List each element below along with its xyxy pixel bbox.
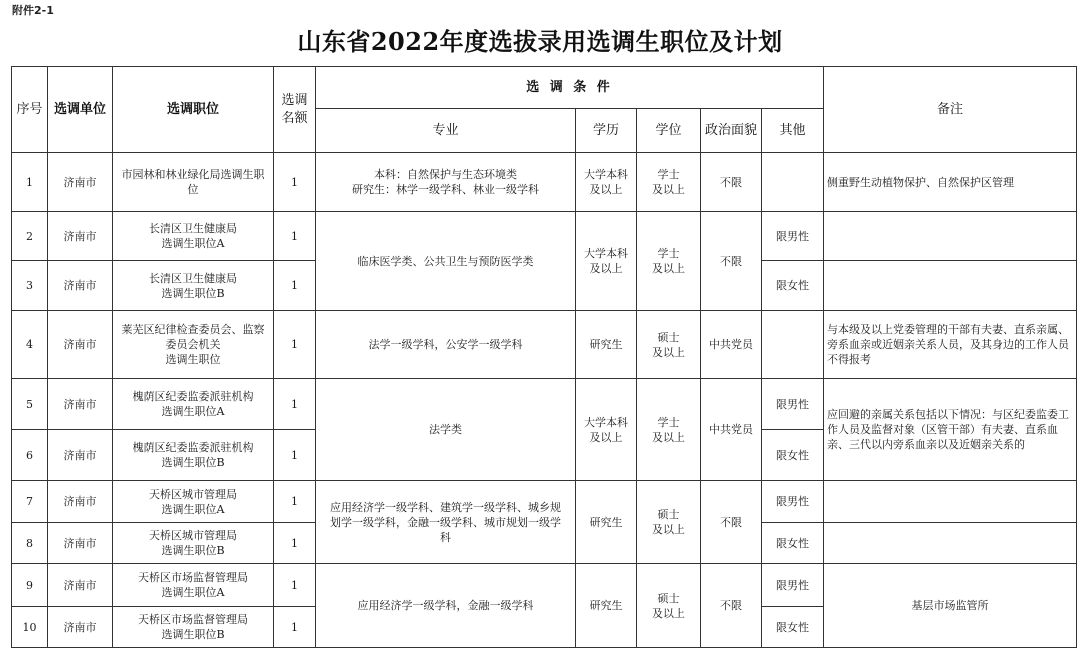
education-line: 及以上: [589, 262, 623, 275]
cell-education: [576, 212, 637, 311]
position-line: 天桥区市场监督管理局: [138, 613, 248, 626]
cell-position: [113, 481, 274, 523]
cell-political: 中共党员: [701, 379, 762, 481]
table-row: [12, 481, 1077, 523]
cell-remarks: 应回避的亲属关系包括以下情况：与区纪委监委工作人员及监督对象（区管干部）有夫妻、直系血亲、三代以内旁系血亲以及近姻亲关系的: [824, 379, 1077, 481]
education-line: 大学本科: [584, 168, 628, 181]
cell-other: 限女性: [762, 261, 824, 311]
header-seq: 序号: [12, 67, 48, 153]
position-line: 选调生职位A: [161, 237, 225, 250]
position-line: 天桥区城市管理局: [149, 529, 237, 542]
position-line: 委员会机关: [165, 338, 221, 351]
cell-other: 限男性: [762, 212, 824, 261]
cell-position: [113, 379, 274, 430]
cell-seq: 6: [12, 430, 48, 481]
header-unit: 选调单位: [48, 67, 113, 153]
cell-education: 研究生: [576, 481, 637, 564]
cell-remarks: [824, 261, 1077, 311]
cell-major: 法学一级学科，公安学一级学科: [316, 311, 576, 379]
cell-position: [113, 311, 274, 379]
header-row: [12, 67, 1077, 109]
cell-unit: 济南市: [48, 564, 113, 607]
header-education: 学历: [576, 109, 637, 153]
header-quota: [274, 67, 316, 153]
cell-quota: 1: [274, 430, 316, 481]
cell-political: 不限: [701, 481, 762, 564]
cell-position: [113, 564, 274, 607]
cell-degree: [637, 153, 701, 212]
cell-major: [316, 481, 576, 564]
major-line: 应用经济学一级学科、建筑学一级学科、城乡规: [330, 500, 561, 514]
cell-remarks: [824, 212, 1077, 261]
position-line: 位: [187, 183, 199, 196]
degree-line: 及以上: [652, 183, 685, 196]
header-quota-line2: 名额: [281, 110, 308, 126]
cell-other: 限女性: [762, 607, 824, 648]
cell-seq: 9: [12, 564, 48, 607]
cell-remarks: 与本级及以上党委管理的干部有夫妻、直系亲属、旁系血亲或近姻亲关系人员，及其身边的工作人员不得报考: [824, 311, 1077, 379]
position-line: 天桥区城市管理局: [149, 487, 237, 501]
cell-quota: 1: [274, 153, 316, 212]
header-position: 选调职位: [113, 67, 274, 153]
cell-quota: 1: [274, 261, 316, 311]
degree-line: 硕士: [657, 508, 680, 521]
cell-quota: 1: [274, 564, 316, 607]
position-line: 选调生职位B: [161, 544, 225, 557]
cell-unit: 济南市: [48, 261, 113, 311]
cell-remarks: 基层市场监管所: [824, 564, 1077, 648]
cell-other: [762, 153, 824, 212]
position-line: 长清区卫生健康局: [149, 271, 237, 285]
position-line: 选调生职位A: [161, 405, 225, 418]
header-political: 政治面貌: [701, 109, 762, 153]
degree-line: 及以上: [652, 523, 685, 536]
cell-unit: 济南市: [48, 523, 113, 564]
cell-unit: 济南市: [48, 311, 113, 379]
cell-unit: 济南市: [48, 430, 113, 481]
degree-line: 学士: [657, 168, 680, 181]
degree-line: 硕士: [657, 330, 680, 344]
position-line: 莱芜区纪律检查委员会、监察: [121, 323, 265, 336]
cell-quota: 1: [274, 311, 316, 379]
cell-unit: 济南市: [48, 481, 113, 523]
degree-line: 硕士: [657, 591, 680, 605]
cell-major: 法学类: [316, 379, 576, 481]
cell-other: [762, 311, 824, 379]
cell-remarks: [824, 523, 1077, 564]
position-line: 槐荫区纪委监委派驻机构: [132, 390, 254, 403]
cell-seq: 8: [12, 523, 48, 564]
education-line: 及以上: [589, 430, 623, 444]
cell-seq: 5: [12, 379, 48, 430]
header-major: 专业: [316, 109, 576, 153]
cell-political: 不限: [701, 212, 762, 311]
degree-line: 学士: [657, 415, 680, 429]
cell-education: 研究生: [576, 311, 637, 379]
cell-political: 不限: [701, 564, 762, 648]
page-title: 山东省2022年度选拔录用选调生职位及计划: [297, 27, 783, 56]
cell-other: 限女性: [762, 430, 824, 481]
position-line: 天桥区市场监督管理局: [138, 571, 248, 584]
cell-degree: [637, 311, 701, 379]
cell-unit: 济南市: [48, 153, 113, 212]
table-row: [12, 311, 1077, 379]
cell-degree: [637, 212, 701, 311]
cell-other: 限男性: [762, 564, 824, 607]
degree-line: 及以上: [652, 262, 685, 275]
cell-quota: 1: [274, 379, 316, 430]
cell-position: [113, 153, 274, 212]
cell-unit: 济南市: [48, 212, 113, 261]
cell-position: [113, 607, 274, 648]
cell-quota: 1: [274, 481, 316, 523]
cell-major: 临床医学类、公共卫生与预防医学类: [316, 212, 576, 311]
cell-seq: 2: [12, 212, 48, 261]
cell-unit: 济南市: [48, 379, 113, 430]
position-line: 选调生职位: [165, 353, 221, 366]
cell-remarks: 侧重野生动植物保护、自然保护区管理: [824, 153, 1077, 212]
degree-line: 及以上: [652, 345, 685, 359]
header-conditions: 选 调 条 件: [316, 67, 824, 109]
table-row: [12, 153, 1077, 212]
cell-position: [113, 430, 274, 481]
degree-line: 学士: [657, 247, 680, 260]
education-line: 大学本科: [584, 247, 628, 260]
position-line: 选调生职位B: [161, 628, 225, 641]
header-other: 其他: [762, 109, 824, 153]
cell-major: [316, 153, 576, 212]
cell-other: 限男性: [762, 481, 824, 523]
education-line: 及以上: [589, 183, 623, 196]
position-line: 选调生职位A: [161, 586, 225, 599]
major-line: 科: [440, 530, 451, 544]
attachment-label: 附件2-1: [12, 4, 54, 17]
major-line: 本科：自然保护与生态环境类: [374, 168, 517, 181]
cell-degree: [637, 481, 701, 564]
header-remarks: 备注: [824, 67, 1077, 153]
cell-degree: [637, 564, 701, 648]
cell-education: 研究生: [576, 564, 637, 648]
position-line: 长清区卫生健康局: [149, 222, 237, 235]
major-line: 划学一级学科，金融一级学科、城市规划一级学: [330, 515, 561, 529]
cell-seq: 1: [12, 153, 48, 212]
position-line: 选调生职位B: [161, 286, 225, 300]
cell-education: [576, 153, 637, 212]
cell-unit: 济南市: [48, 607, 113, 648]
position-line: 选调生职位B: [161, 456, 225, 469]
cell-seq: 3: [12, 261, 48, 311]
cell-quota: 1: [274, 212, 316, 261]
table-row: [12, 379, 1077, 430]
position-line: 市园林和林业绿化局选调生职: [121, 168, 265, 181]
cell-education: [576, 379, 637, 481]
cell-position: [113, 523, 274, 564]
header-degree: 学位: [637, 109, 701, 153]
cell-other: 限男性: [762, 379, 824, 430]
degree-line: 及以上: [652, 430, 685, 444]
position-line: 选调生职位A: [161, 502, 225, 516]
position-line: 槐荫区纪委监委派驻机构: [132, 441, 254, 454]
header-quota-line1: 选调: [281, 92, 308, 108]
cell-major: 应用经济学一级学科，金融一级学科: [316, 564, 576, 648]
education-line: 大学本科: [584, 415, 628, 429]
table-row: [12, 212, 1077, 261]
cell-seq: 7: [12, 481, 48, 523]
cell-position: [113, 212, 274, 261]
cell-degree: [637, 379, 701, 481]
cell-other: 限女性: [762, 523, 824, 564]
table-row: [12, 564, 1077, 607]
cell-political: 不限: [701, 153, 762, 212]
positions-table: [11, 66, 1077, 648]
major-line: 研究生：林学一级学科、林业一级学科: [352, 183, 539, 196]
cell-seq: 4: [12, 311, 48, 379]
cell-position: [113, 261, 274, 311]
cell-quota: 1: [274, 607, 316, 648]
cell-remarks: [824, 481, 1077, 523]
cell-quota: 1: [274, 523, 316, 564]
cell-political: 中共党员: [701, 311, 762, 379]
cell-seq: 10: [12, 607, 48, 648]
degree-line: 及以上: [652, 606, 685, 620]
